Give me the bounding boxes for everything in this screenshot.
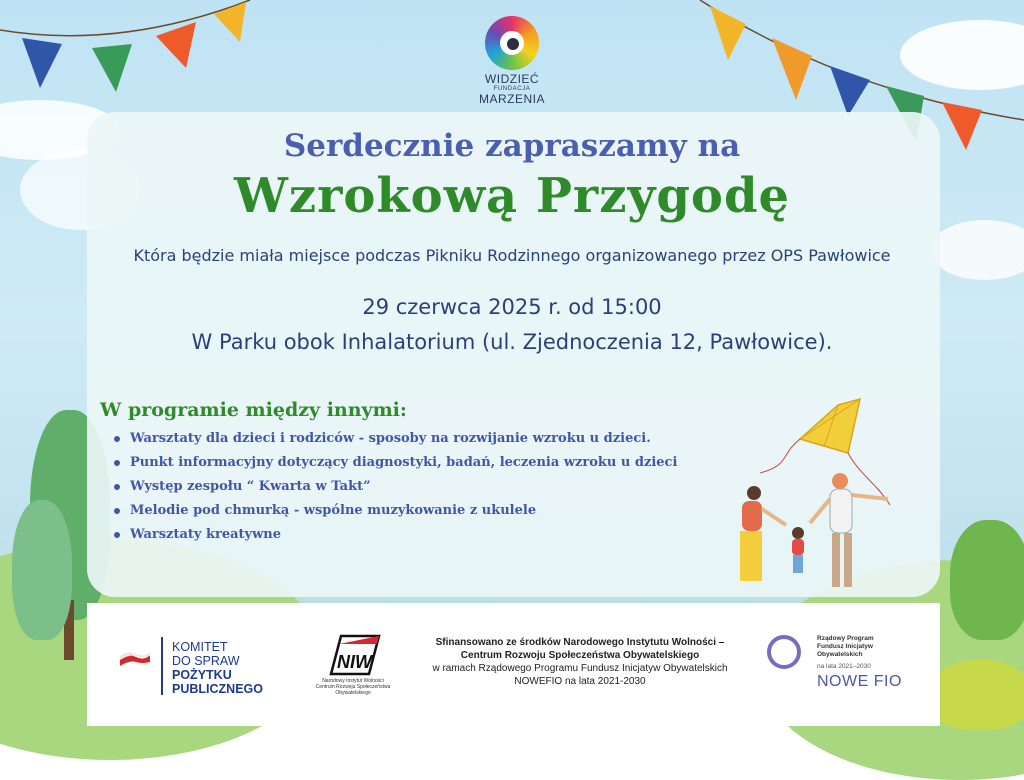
polish-flag-icon <box>118 650 152 668</box>
program-item: Punkt informacyjny dotyczący diagnostyki, badań, leczenia wzroku u dzieci <box>112 451 677 475</box>
page-title: Wzrokową Przygodę <box>233 168 791 224</box>
program-list <box>112 427 677 547</box>
family-kite-illustration <box>720 395 920 600</box>
flag <box>92 44 132 92</box>
komitet-line: KOMITET <box>172 640 228 654</box>
niw-mark: NIW <box>337 652 372 672</box>
event-date: 29 czerwca 2025 r. od 15:00 <box>362 295 662 319</box>
fio-program-line: Fundusz Inicjatyw <box>817 643 873 650</box>
kite <box>800 399 860 453</box>
flag <box>156 22 196 68</box>
funding-line4: NOWEFIO na lata 2021-2030 <box>514 676 646 687</box>
fio-years: na lata 2021–2030 <box>817 663 871 670</box>
event-subtitle: Która będzie miała miejsce podczas Pikniku Rodzinnego organizowanego przez OPS Pawłowice <box>133 246 891 265</box>
fio-program-line: Obywatelskich <box>817 651 863 658</box>
fio-program <box>817 635 874 659</box>
niw-emblem-icon <box>323 634 383 678</box>
eye-logo-icon <box>485 16 539 70</box>
nowe-fio-logo <box>765 633 905 693</box>
niw-line2: Centrum Rozwoju Społeczeństwa Obywatelskiego <box>315 684 391 696</box>
invite-heading: Serdecznie zapraszamy na <box>283 128 741 164</box>
bunting-left <box>0 0 260 110</box>
funding-note <box>410 636 750 688</box>
funding-line3: w ramach Rządowego Programu Fundusz Inicjatyw Obywatelskich <box>432 663 728 674</box>
logo-line3: MARZENIA <box>478 92 545 106</box>
komitet-line: PUBLICZNEGO <box>172 682 263 696</box>
fio-program-line: Rządowy Program <box>817 635 874 642</box>
flag <box>830 66 870 116</box>
niw-line1: Narodowy Instytut Wolności <box>322 678 384 684</box>
flag <box>214 2 246 42</box>
tree <box>950 520 1024 640</box>
logo-line1: WIDZIEĆ <box>484 72 540 86</box>
flower-bush <box>930 660 1024 730</box>
logo-line2: FUNDACJA <box>493 86 531 92</box>
tree <box>12 500 72 640</box>
komitet-logo-text <box>172 640 263 696</box>
divider <box>161 637 163 695</box>
fio-name: NOWE FIO <box>817 673 902 690</box>
program-item: Występ zespołu “ Kwarta w Takt” <box>112 475 677 499</box>
program-item: Melodie pod chmurką - wspólne muzykowanie z ukulele <box>112 499 677 523</box>
program-heading: W programie między innymi: <box>100 399 407 421</box>
funding-line2: Centrum Rozwoju Społeczeństwa Obywatelskiego <box>460 650 700 661</box>
program-item: Warsztaty dla dzieci i rodziców - sposoby na rozwijanie wzroku u dzieci. <box>112 427 677 451</box>
komitet-line: DO SPRAW <box>172 654 240 668</box>
program-item: Warsztaty kreatywne <box>112 523 677 547</box>
fundacja-logo <box>450 16 574 106</box>
event-place: W Parku obok Inhalatorium (ul. Zjednoczenia 12, Pawłowice). <box>191 330 833 354</box>
flag <box>772 38 812 100</box>
flag <box>710 6 746 60</box>
komitet-line: POŻYTKU <box>172 668 232 682</box>
flag <box>22 38 62 88</box>
funding-line1: Sfinansowano ze środków Narodowego Instytutu Wolności – <box>435 637 725 648</box>
niw-logo <box>310 634 396 696</box>
lightbulb-icon <box>767 635 801 669</box>
